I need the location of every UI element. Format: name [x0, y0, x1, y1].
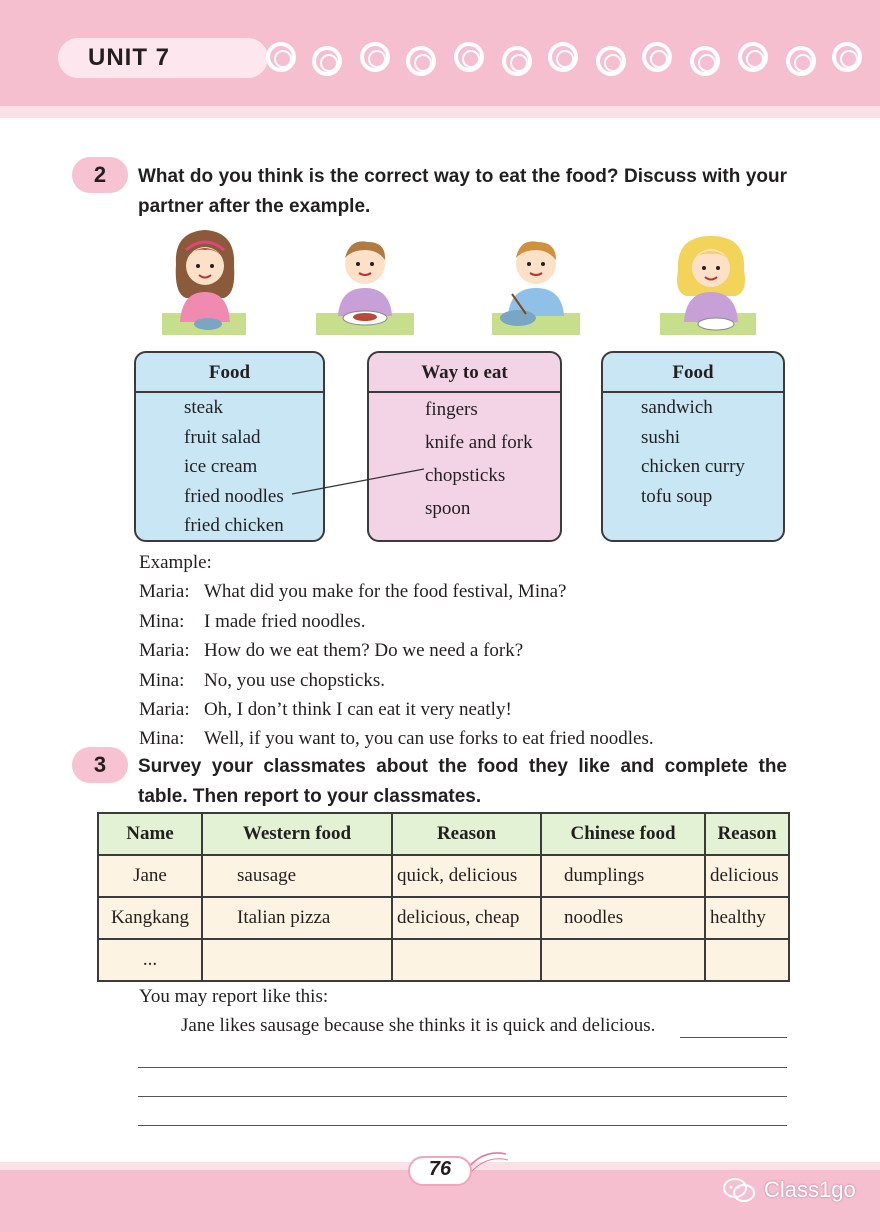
example-dialogue — [139, 548, 654, 754]
answer-line — [138, 1067, 787, 1068]
dialogue-line — [139, 724, 654, 753]
table-cell: dumplings — [541, 855, 705, 897]
section-2-instruction: What do you think is the correct way to eat the food? Discuss with your partner after the example. — [138, 166, 787, 217]
table-cell: Italian pizza — [202, 897, 392, 939]
column-header: Chinese food — [541, 813, 705, 855]
list-item: ice cream — [184, 456, 258, 477]
dialogue-line — [139, 695, 654, 724]
column-header: Name — [98, 813, 202, 855]
table-cell: ... — [98, 939, 202, 981]
wechat-icon — [722, 1176, 756, 1204]
table-row — [98, 855, 789, 897]
utterance: No, you use chopsticks. — [204, 669, 386, 691]
speaker: Mina: — [139, 669, 185, 691]
table-header-row — [98, 813, 789, 855]
food-box-right-title: Food — [603, 353, 783, 393]
table-cell: noodles — [541, 897, 705, 939]
speaker: Maria: — [139, 698, 190, 720]
utterance: Oh, I don’t think I can eat it very neatly! — [204, 698, 512, 720]
speaker: Mina: — [139, 610, 185, 632]
table-cell: sausage — [202, 855, 392, 897]
table-cell: delicious — [705, 855, 789, 897]
list-item: steak — [184, 397, 224, 418]
report-intro: You may report like this: — [139, 986, 329, 1007]
list-item: fried chicken — [184, 515, 284, 536]
table-row — [98, 897, 789, 939]
speaker: Mina: — [139, 728, 185, 750]
list-item: fruit salad — [184, 426, 261, 448]
dialogue-line — [139, 577, 654, 606]
section-2-number: 2 — [72, 157, 128, 193]
speaker: Maria: — [139, 640, 190, 662]
utterance: I made fried noodles. — [204, 610, 366, 632]
list-item: tofu soup — [641, 485, 713, 507]
survey-table — [97, 812, 790, 982]
column-header: Western food — [202, 813, 392, 855]
list-item: sandwich — [641, 397, 713, 418]
table-cell — [392, 939, 541, 981]
table-cell — [202, 939, 392, 981]
list-item: chopsticks — [425, 465, 506, 486]
section-3-instruction: Survey your classmates about the food they like and complete the table. Then report to your classmates. — [138, 756, 787, 807]
list-item: knife and fork — [425, 432, 533, 453]
list-item: sushi — [641, 426, 681, 448]
unit-title: UNIT 7 — [88, 44, 171, 71]
answer-line — [138, 1125, 787, 1126]
dialogue-line — [139, 607, 654, 636]
column-header: Reason — [392, 813, 541, 855]
watermark-text: Class1go — [764, 1177, 856, 1202]
report-example: Jane likes sausage because she thinks it is quick and delicious. — [181, 1015, 656, 1036]
example-label: Example: — [139, 552, 212, 573]
food-box-left-title: Food — [136, 353, 323, 393]
table-row — [98, 939, 789, 981]
table-cell: Kangkang — [98, 897, 202, 939]
utterance: Well, if you want to, you can use forks to eat fried noodles. — [204, 728, 654, 750]
list-item: fingers — [425, 399, 478, 420]
list-item: spoon — [425, 498, 471, 519]
table-cell: delicious, cheap — [392, 897, 541, 939]
utterance: How do we eat them? Do we need a fork? — [204, 640, 524, 662]
table-cell — [541, 939, 705, 981]
dialogue-line — [139, 636, 654, 665]
list-item: chicken curry — [641, 456, 745, 477]
dialogue-line — [139, 666, 654, 695]
section-3-number: 3 — [72, 747, 128, 783]
way-to-eat-box-title: Way to eat — [369, 353, 560, 393]
utterance: What did you make for the food festival, Mina? — [204, 581, 567, 603]
table-cell: Jane — [98, 855, 202, 897]
table-cell: quick, delicious — [392, 855, 541, 897]
speaker: Maria: — [139, 581, 190, 603]
table-cell — [705, 939, 789, 981]
list-item: fried noodles — [184, 485, 284, 507]
answer-line — [680, 1037, 787, 1038]
matching-line — [0, 0, 880, 603]
answer-line — [138, 1096, 787, 1097]
column-header: Reason — [705, 813, 789, 855]
page-number: 76 — [428, 1158, 452, 1180]
watermark — [722, 1176, 856, 1204]
table-cell: healthy — [705, 897, 789, 939]
